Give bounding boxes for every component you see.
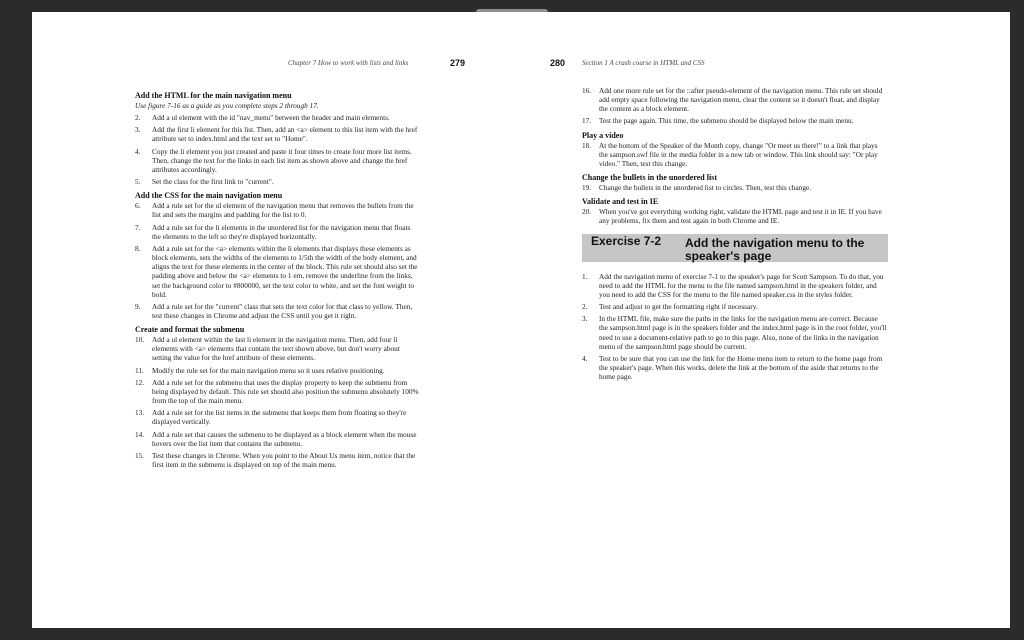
item-number: 2.: [135, 113, 141, 123]
left-column: [135, 86, 419, 472]
item-text: In the HTML file, make sure the paths in the links for the navigation menu are correct. Because the sampson.html page is in the speakers folder and the index.html page is in the root folder, you'll need to use a document-relative path to go to this page. Also, none of the links in the navigation menu of the sampson.html page should be current.: [599, 314, 887, 351]
item-text: Test the page again. This time, the submenu should be displayed below the main menu.: [599, 116, 854, 126]
item-text: Set the class for the first link to "current".: [152, 177, 274, 187]
list-item: [135, 113, 419, 122]
item-number: 7.: [135, 222, 141, 232]
list-item: [135, 366, 419, 375]
section-heading: Change the bullets in the unordered list: [582, 173, 717, 183]
item-number: 20.: [582, 207, 592, 217]
item-number: 11.: [135, 365, 144, 375]
section-heading: Create and format the submenu: [135, 325, 245, 335]
item-number: 9.: [135, 301, 141, 311]
list-item: [582, 314, 888, 351]
item-number: 5.: [135, 177, 141, 187]
section-heading: Add the CSS for the main navigation menu: [135, 191, 283, 201]
item-text: Add the first li element for this list. Then, add an <a> element to this list item with the href attribute set to index.html and the text set to "Home".: [152, 125, 418, 144]
item-text: Add a rule set for the "current" class that sets the text color for that class to yellow. Then, test these changes in Chrome and adjust the CSS until you get it right.: [152, 301, 413, 320]
item-text: When you've got everything working right, validate the HTML page and test it in IE. If you have any problems, fix them and test again in both Chrome and IE.: [599, 207, 882, 226]
item-number: 2.: [582, 302, 588, 312]
item-number: 8.: [135, 243, 141, 253]
left-running-head: Chapter 7 How to work with lists and links: [288, 59, 409, 67]
item-text: Change the bullets in the unordered list to circles. Then, test this change.: [599, 183, 812, 193]
item-text: At the bottom of the Speaker of the Month copy, change "Or meet us there!" to a link that plays the sampson.swf file in the media folder in a new tab or window. This link should say: "Or play video." Then, test this change.: [599, 140, 878, 168]
item-number: 19.: [582, 183, 592, 193]
item-text: Add a rule set for the li elements in the unordered list for the navigation menu that floats the elements to the left so they're displayed horizontally.: [152, 222, 411, 241]
item-number: 10.: [135, 335, 145, 345]
list-item: [582, 86, 888, 113]
item-number: 3.: [582, 314, 588, 324]
section-heading: Play a video: [582, 130, 624, 140]
list-item: [135, 430, 419, 448]
list-item: [135, 302, 419, 320]
exercise-banner: [582, 234, 888, 262]
item-text: Copy the li element you just created and paste it four times to create four more list items. Then, change the text for the links in each list item as shown above and change the href attributes accordingly.: [152, 146, 412, 174]
item-text: Add a rule set for the submenu that uses the display property to keep the submenu from being displayed by default. This rule set should also position the submenu absolutely 100% from the top of the main menu.: [152, 377, 419, 406]
item-text: Add a rule set for the list items in the submenu that keeps them from floating so they're displayed vertically.: [152, 408, 407, 427]
item-text: Test and adjust to get the formatting right if necessary.: [599, 302, 758, 312]
item-text: Add a rule set for the ul element of the navigation menu that removes the bullets from the list and sets the margins and padding for the list to 0.: [152, 201, 414, 220]
list-item: [135, 335, 419, 362]
item-number: 3.: [135, 125, 141, 135]
item-text: Modify the rule set for the main navigation menu so it uses relative positioning.: [152, 365, 385, 375]
exercise-title: Add the navigation menu to the speaker's page: [685, 235, 865, 263]
item-text: Add a rule set for the <a> elements within the li elements that displays these elements as block elements, sets the widths of the elements to 1/5th the width of the body element, and aligns the text for these elements in the center of the block. This rule set should also set the padding above and below the <a> elements to 1 em, remove the underline from the links, set the background color to #800000, set the text color to white, and set the font weight to bold.: [152, 243, 418, 299]
item-text: Add one more rule set for the ::after pseudo-element of the navigation menu. This rule set should add empty space following the navigation menu, clear the content so it doesn't float, and display the content as a block element.: [599, 86, 883, 114]
document-page: [32, 12, 1010, 628]
list-item: [135, 177, 419, 186]
list-item: [135, 244, 419, 299]
section-subtitle: Use figure 7-16 as a guide as you complete steps 2 through 17.: [135, 101, 319, 110]
item-text: Add a ul element with the id "nav_menu" between the header and main elements.: [152, 113, 390, 123]
list-item: [135, 147, 419, 174]
item-number: 16.: [582, 86, 592, 95]
item-number: 13.: [135, 408, 145, 418]
section-heading: Add the HTML for the main navigation menu: [135, 91, 292, 100]
list-item: [582, 116, 888, 125]
exercise-label: Exercise 7-2: [591, 233, 662, 248]
item-text: Add a rule set that causes the submenu to be displayed as a block element when the mouse hovers over the list item that contains the submenu.: [152, 429, 417, 448]
list-item: [582, 354, 888, 381]
item-number: 1.: [582, 271, 588, 281]
item-number: 4.: [135, 146, 141, 156]
list-item: [135, 408, 419, 426]
list-item: [135, 223, 419, 241]
item-number: 6.: [135, 201, 141, 211]
list-item: [582, 183, 888, 192]
item-number: 4.: [582, 353, 588, 363]
right-column: [582, 86, 888, 384]
list-item: [582, 272, 888, 299]
item-number: 18.: [582, 140, 592, 150]
item-number: 17.: [582, 116, 592, 126]
list-item: [135, 125, 419, 143]
list-item: [582, 141, 888, 168]
item-number: 12.: [135, 377, 145, 387]
left-page-number: 279: [450, 58, 466, 68]
list-item: [582, 207, 888, 225]
item-number: 15.: [135, 450, 145, 460]
list-item: [135, 451, 419, 469]
list-item: [135, 378, 419, 405]
right-page-number: 280: [550, 58, 566, 68]
item-text: Test to be sure that you can use the link for the Home menu item to return to the home page from the speaker's page. When this works, delete the link at the bottom of the aside that returns to the home page.: [599, 353, 883, 382]
item-text: Test these changes in Chrome. When you point to the About Us menu item, notice that the first item in the submenu is displayed on top of the main menu.: [152, 450, 416, 469]
item-text: Add the navigation menu of exercise 7-1 to the speaker's page for Scott Sampson. To do that, you need to add the HTML for the menu to the file named sampson.html in the speakers folder, and you need to add the CSS for the menu to the file named speaker.css in the styles folder.: [599, 271, 884, 299]
right-running-head: Section 1 A crash course in HTML and CSS: [582, 59, 705, 67]
item-number: 14.: [135, 429, 145, 439]
list-item: [135, 201, 419, 219]
section-heading: Validate and test in IE: [582, 197, 659, 207]
list-item: [582, 302, 888, 311]
item-text: Add a ul element within the last li element in the navigation menu. Then, add four li elements with <a> elements that contain the text shown above, but don't worry about setting the value for the href attribute of these elements.: [152, 335, 400, 363]
